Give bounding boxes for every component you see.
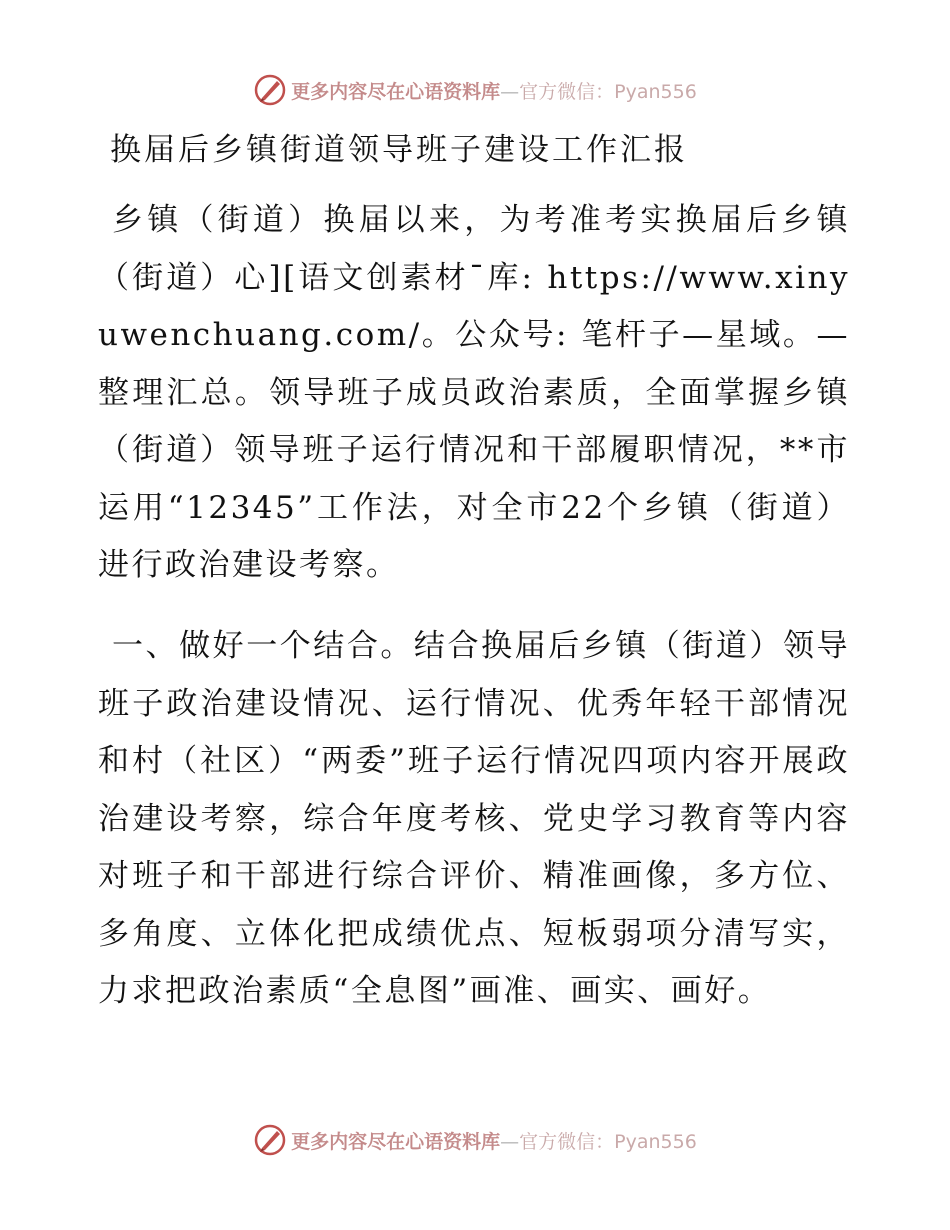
watermark-footer <box>0 1120 950 1160</box>
paragraph-intro: 乡镇（街道）换届以来，为考准考实换届后乡镇（街道）心][语文创素材¯库: https://www.xinyuwenchuang.com/。公众号: 笔杆子—星域。—整理汇总。领导班子成员政治素质，全面掌握乡镇（街道）领导班子运行情况和干部履职情况，**市运用“12345”工作法，对全市22个乡镇（街道）进行政治建设考察。 <box>98 202 850 583</box>
watermark-brand: 更多内容尽在心语资料库 <box>291 80 501 103</box>
watermark-separator: — <box>500 80 520 103</box>
watermark-contact: 官方微信：Pyan556 <box>519 1130 697 1153</box>
watermark-text <box>291 1127 697 1154</box>
paragraph-section-one: 一、做好一个结合。结合换届后乡镇（街道）领导班子政治建设情况、运行情况、优秀年轻干部情况和村（社区）“两委”班子运行情况四项内容开展政治建设考察，综合年度考核、党史学习教育等内容对班子和干部进行综合评价、精准画像，多方位、多角度、立体化把成绩优点、短板弱项分清写实，力求把政治素质“全息图”画准、画实、画好。 <box>98 628 850 1009</box>
watermark-separator: — <box>500 1130 520 1153</box>
quill-logo-icon <box>253 73 287 107</box>
quill-logo-icon <box>253 1123 287 1157</box>
watermark-contact: 官方微信：Pyan556 <box>519 80 697 103</box>
watermark-header <box>0 70 950 110</box>
document-title: 换届后乡镇街道领导班子建设工作汇报 <box>110 132 688 168</box>
watermark-text <box>291 77 697 104</box>
watermark-brand: 更多内容尽在心语资料库 <box>291 1130 501 1153</box>
